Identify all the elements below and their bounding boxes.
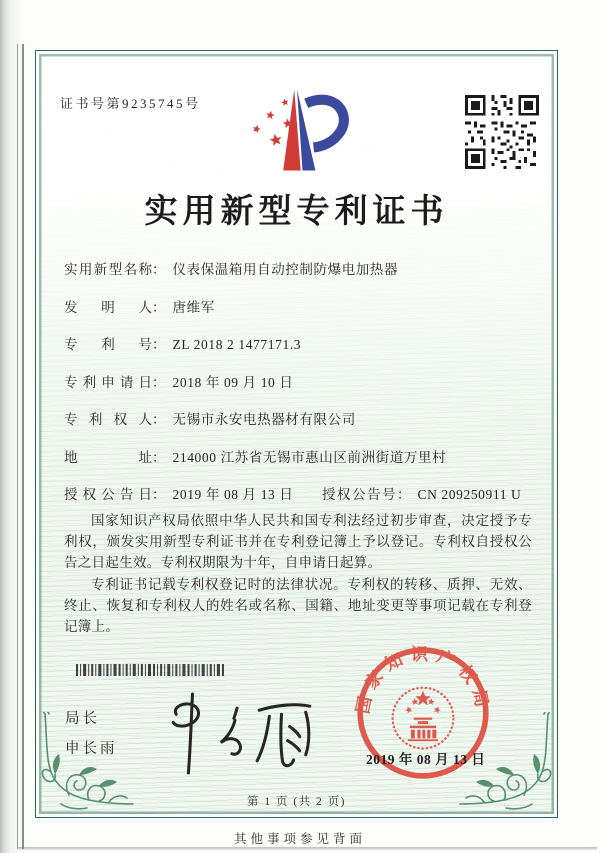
certificate-number: 证书号第9235745号 (60, 96, 201, 111)
colon: ： (152, 412, 166, 427)
field-label: 专利号 (64, 337, 152, 352)
field-value: 2019 年 08 月 13 日 (172, 487, 294, 502)
legal-text (64, 510, 532, 638)
certificate-title: 实用新型专利证书 (144, 194, 449, 230)
qr-code-icon (465, 95, 539, 169)
barcode-icon (76, 664, 226, 676)
colon: ： (152, 337, 166, 352)
field-row-address (64, 447, 533, 469)
field-list (64, 259, 533, 522)
field-value: 唐维军 (172, 299, 215, 315)
field-row-patentee (64, 409, 533, 431)
field-value: 仪表保温箱用自动控制防爆电加热器 (172, 262, 399, 277)
grant-number-pair (322, 484, 521, 506)
field-row-inventor (64, 297, 533, 319)
certificate-frame (35, 50, 558, 818)
field-row-filing-date (64, 372, 533, 394)
legal-paragraph: 国家知识产权局依照中华人民共和国专利法经过初步审查，决定授予专利权，颁发实用新型专利证书并在专利登记簿上予以登记。专利权自授权公告之日起生效。专利权期限为十年，自申请日起算。 (64, 513, 532, 570)
colon: ： (152, 262, 166, 277)
field-label: 授权公告号 (322, 487, 397, 502)
field-row-patent-no (64, 334, 533, 356)
booklet-edge-line (17, 44, 24, 849)
national-emblem (393, 688, 454, 749)
field-label: 专利权人 (64, 412, 152, 427)
field-value: ZL 2018 2 1477171.3 (172, 337, 302, 352)
field-value: 2018 年 09 月 10 日 (172, 374, 294, 390)
field-label: 发明人 (64, 299, 152, 315)
colon: ： (152, 299, 166, 315)
field-label: 实用新型名称 (64, 262, 152, 277)
svg-text:国家知识产权局 (353, 645, 492, 715)
field-value: 214000 江苏省无锡市惠山区前洲街道万里村 (172, 449, 447, 465)
field-label: 授权公告日 (64, 487, 152, 502)
colon: ： (152, 449, 166, 465)
seal-date: 2019 年 08 月 13 日 (366, 752, 486, 767)
seal-ring-text: 国家知识产权局 (353, 645, 493, 716)
field-row-grant (64, 484, 533, 506)
officer-name: 申长雨 (65, 741, 118, 757)
field-value: 无锡市永安电热器材有限公司 (172, 412, 356, 427)
signature-icon (154, 683, 326, 781)
legal-paragraph: 专利证书记载专利权登记时的法律状况。专利权的转移、质押、无效、终止、恢复和专利权人的姓名或名称、国籍、地址变更等事项记载在专利登记簿上。 (64, 577, 532, 634)
colon: ： (152, 374, 166, 390)
corner-flourish-icon (39, 712, 135, 814)
page-number: 第 1 页 (共 2 页) (246, 796, 347, 808)
officer-title: 局长 (65, 711, 100, 727)
colon: ： (397, 487, 411, 502)
cnipa-logo-icon (241, 84, 353, 176)
field-label: 地址 (64, 449, 152, 465)
field-label: 专利申请日 (64, 374, 152, 390)
field-row-name (64, 259, 533, 281)
back-side-note: 其他事项参见背面 (233, 832, 366, 846)
booklet-bottom-edge (18, 847, 597, 850)
field-value: CN 209250911 U (417, 487, 522, 502)
colon: ： (152, 487, 166, 502)
